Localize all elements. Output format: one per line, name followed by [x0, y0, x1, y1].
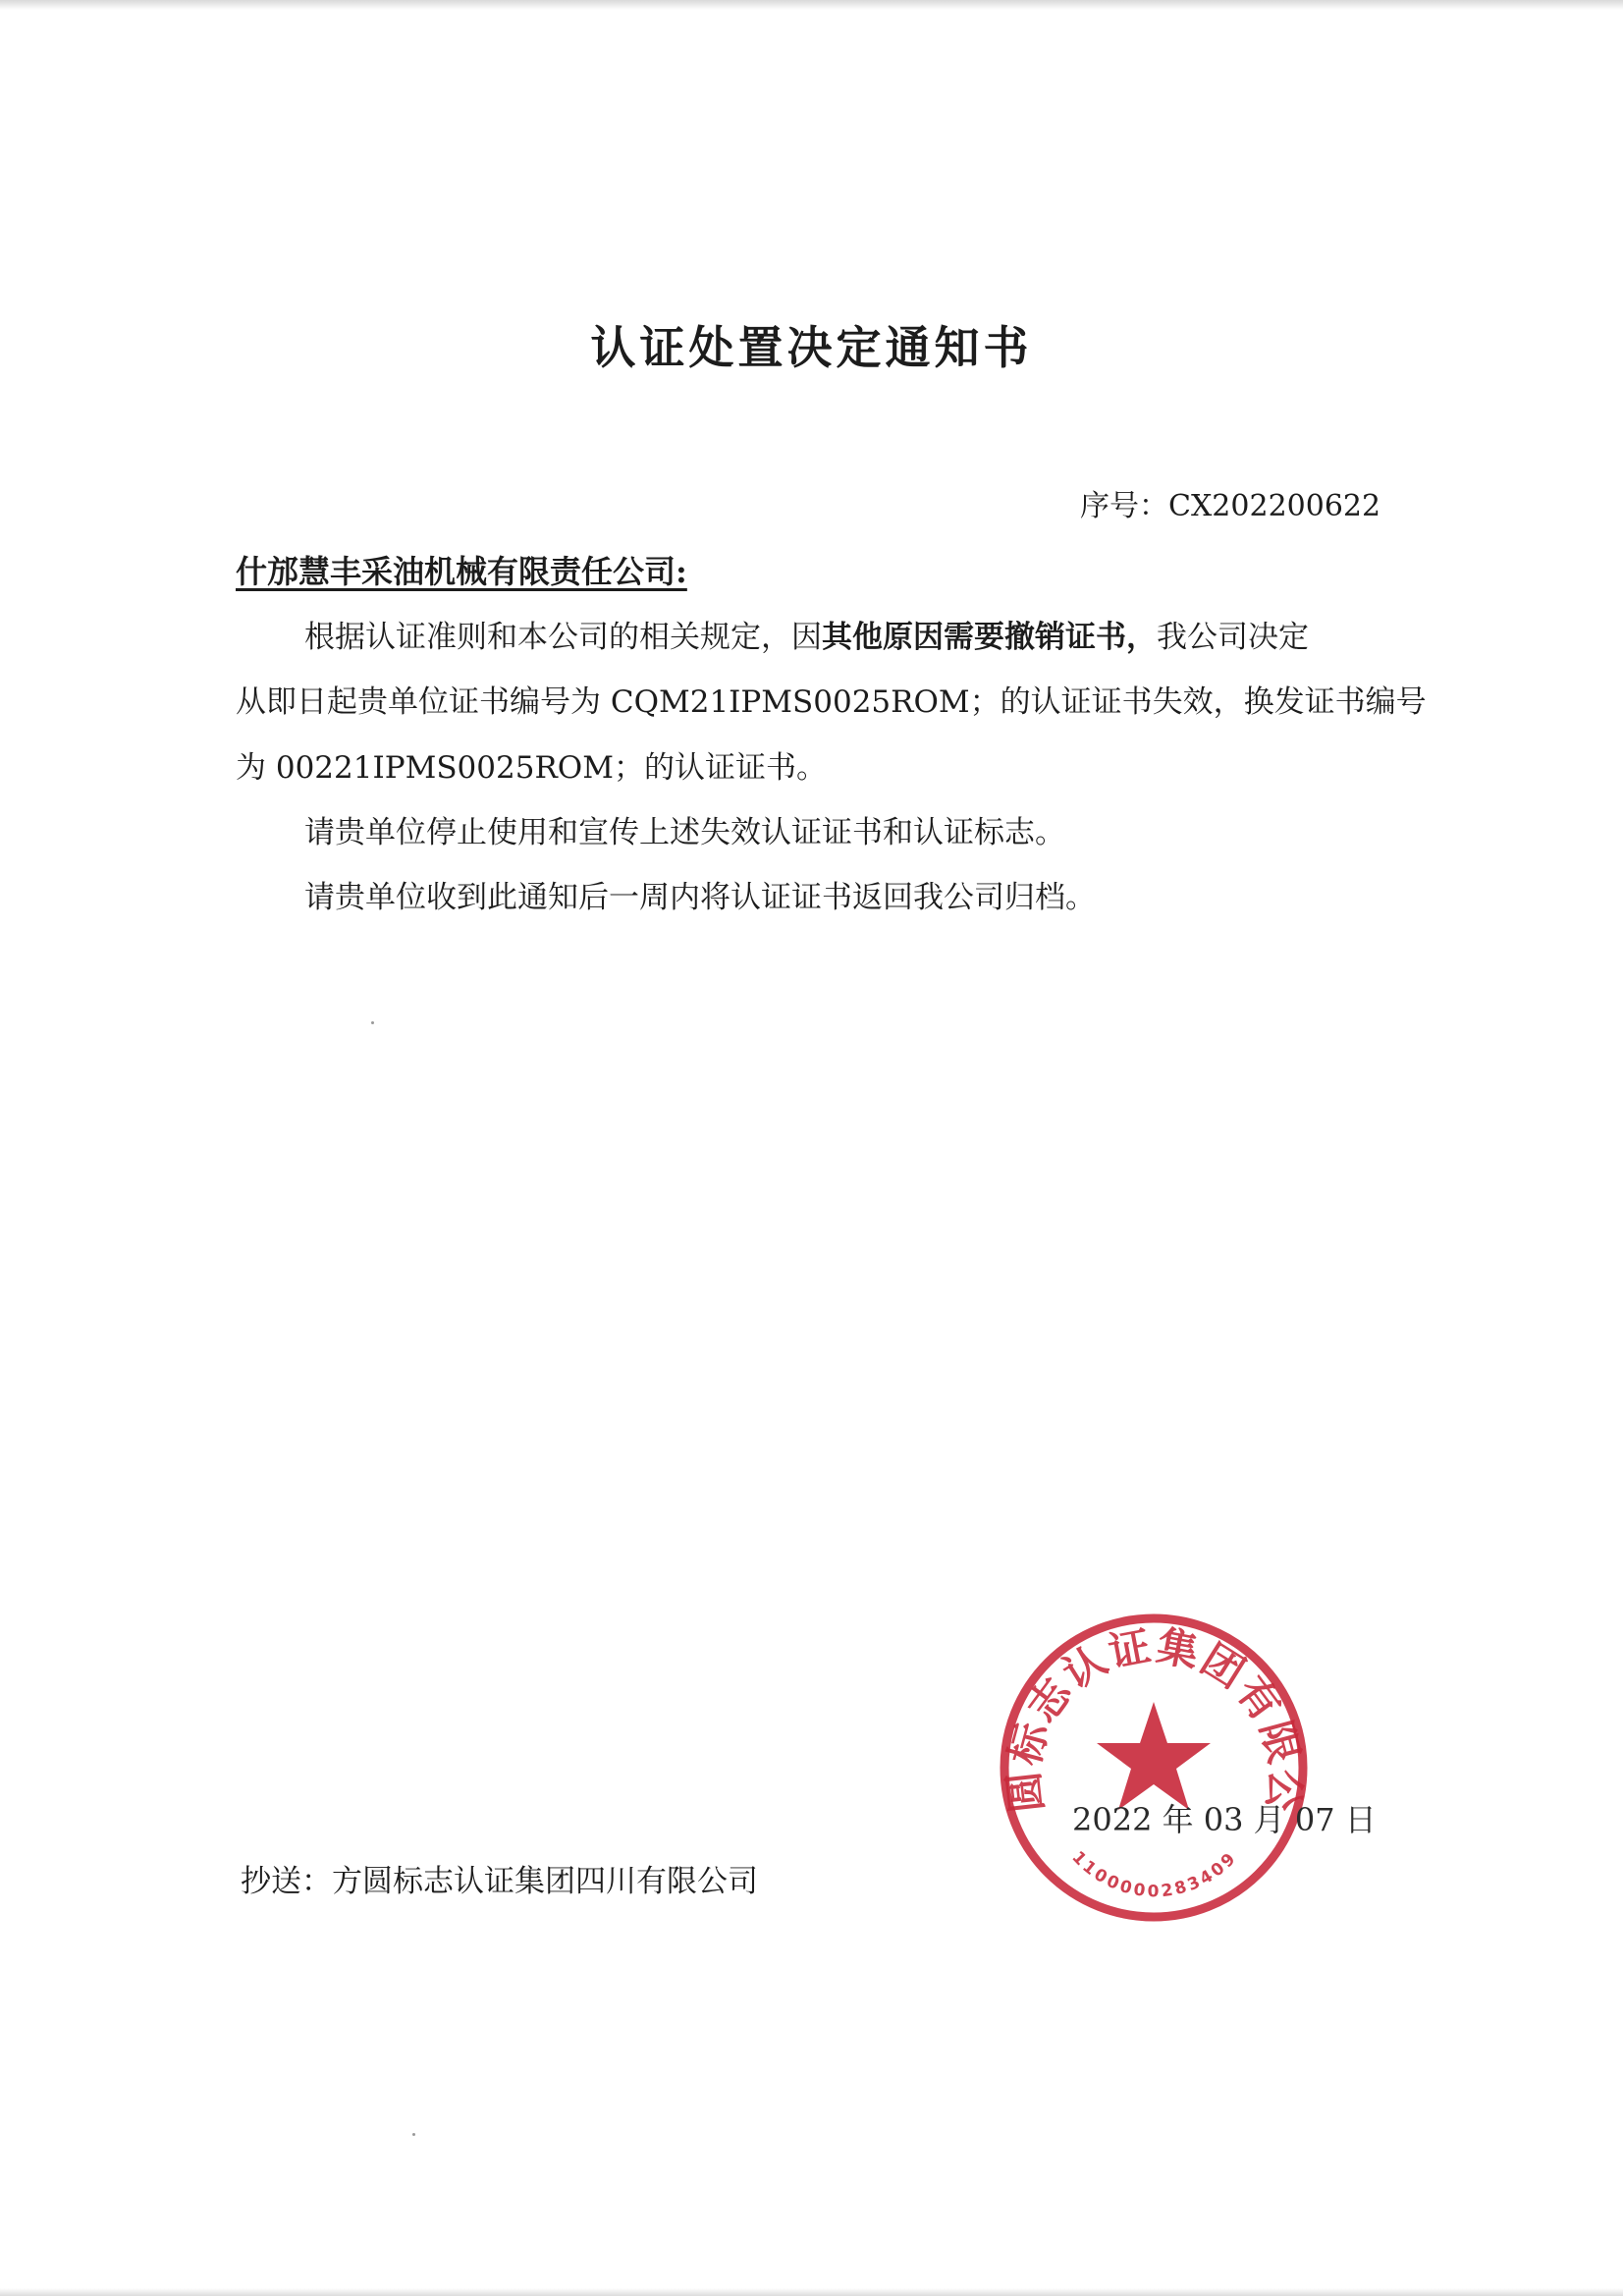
scan-edge-top — [0, 0, 1623, 10]
body-line-1 — [236, 612, 1458, 656]
seal-star-icon — [1097, 1702, 1211, 1810]
cc-line: 抄送：方圆标志认证集团四川有限公司 — [241, 1864, 758, 1899]
body-line-1-end: 我公司决定 — [1157, 620, 1309, 655]
scan-speck — [412, 2133, 415, 2136]
body-line-3: 为 00221IPMS0025ROM；的认证证书。 — [236, 750, 827, 786]
scan-edge-bottom — [0, 2288, 1623, 2296]
scan-speck — [371, 1021, 374, 1024]
body-line-1-emphasis: 其他原因需要撤销证书， — [822, 620, 1157, 655]
body-line-1-start: 根据认证准则和本公司的相关规定，因 — [304, 620, 822, 655]
official-seal — [992, 1606, 1316, 1930]
seal-code: 1100000283409 — [1067, 1847, 1242, 1902]
body-line-2: 从即日起贵单位证书编号为 CQM21IPMS0025ROM；的认证证书失效，换发证书编号 — [236, 684, 1427, 720]
seal-org-name: 圆标志认证集团有限公 — [999, 1621, 1311, 1816]
serial-number-line — [1080, 481, 1380, 524]
body-line-5: 请贵单位收到此通知后一周内将认证证书返回我公司归档。 — [304, 880, 1096, 915]
serial-number: CX202200622 — [1168, 489, 1381, 523]
issue-date: 2022 年 03 月 07 日 — [1072, 1801, 1377, 1838]
svg-text:1100000283409 — [1068, 1847, 1242, 1901]
body-line-4: 请贵单位停止使用和宣传上述失效认证证书和认证标志。 — [304, 815, 1065, 850]
serial-label: 序号： — [1080, 489, 1168, 523]
document-title: 认证处置决定通知书 — [590, 321, 1033, 374]
addressee: 什邡慧丰采油机械有限责任公司: — [236, 553, 687, 590]
